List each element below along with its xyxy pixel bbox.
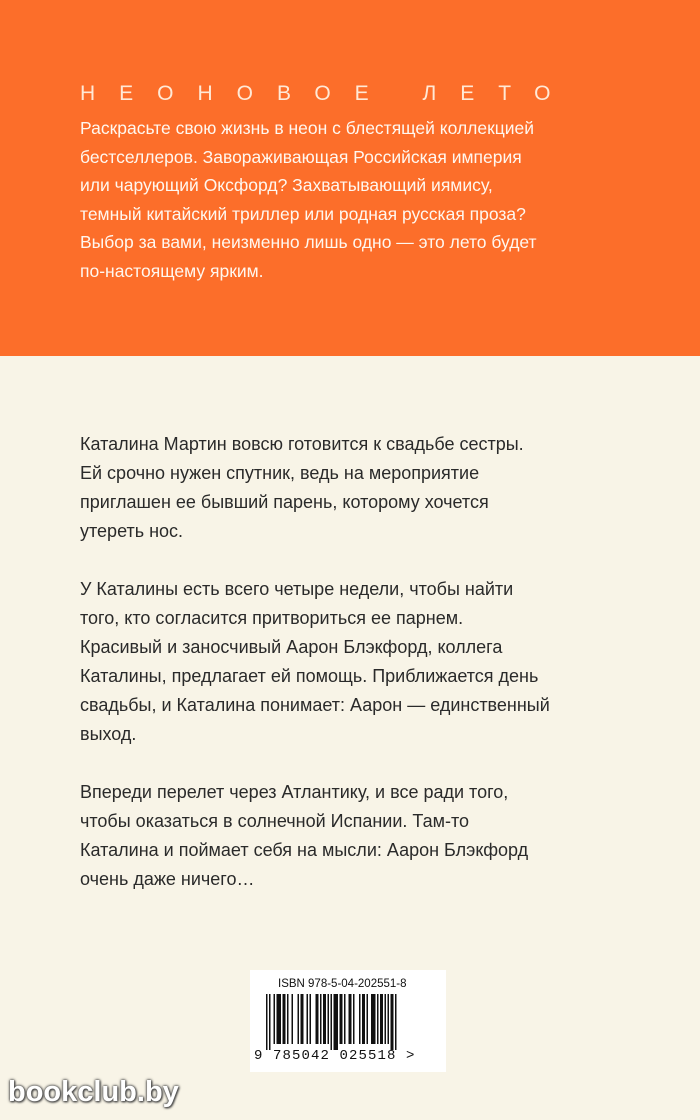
ean-digits: 9 785042 025518 > (254, 1048, 416, 1064)
series-description-line: или чарующий Оксфорд? Захватывающий иямису, (80, 175, 493, 196)
synopsis-line: Впереди перелет через Атлантику, и все ради того, (80, 782, 509, 802)
synopsis-line: Красивый и заносчивый Аарон Блэкфорд, коллега (80, 637, 503, 657)
synopsis-line: Каталины, предлагает ей помощь. Приближается день (80, 666, 539, 686)
watermark-logo: bookclub.by (8, 1076, 179, 1108)
synopsis-line: Каталина и поймает себя на мысли: Аарон Блэкфорд (80, 840, 529, 860)
series-description-line: Выбор за вами, неизменно лишь одно — это лето будет (80, 232, 537, 253)
synopsis-line: приглашен ее бывший парень, которому хочется (80, 492, 489, 512)
synopsis-line: выход. (80, 724, 137, 744)
synopsis-paragraph (80, 575, 660, 749)
series-description-line: темный китайский триллер или родная русская проза? (80, 203, 526, 224)
isbn-label: ISBN 978-5-04-202551-8 (278, 978, 407, 990)
series-description-line: бестселлеров. Завораживающая Российская империя (80, 146, 522, 167)
isbn-barcode (250, 970, 446, 1072)
series-banner (0, 0, 700, 356)
synopsis-line: утереть нос. (80, 521, 184, 541)
synopsis-paragraph (80, 430, 660, 546)
series-description-line: Раскрасьте свою жизнь в неон с блестящей коллекцией (80, 118, 535, 138)
synopsis-line: Каталина Мартин вовсю готовится к свадьбе сестры. (80, 434, 524, 454)
synopsis-line: того, кто согласится притвориться ее парнем. (80, 608, 464, 628)
synopsis-line: У Каталины есть всего четыре недели, чтобы найти (80, 579, 514, 599)
synopsis-line: чтобы оказаться в солнечной Испании. Там-то (80, 811, 469, 831)
series-description (80, 114, 660, 286)
synopsis-line: Ей срочно нужен спутник, ведь на мероприятие (80, 463, 480, 483)
synopsis-line: свадьбы, и Каталина понимает: Аарон — единственный (80, 695, 550, 715)
series-description-line: по-настоящему ярким. (80, 260, 264, 281)
book-synopsis (80, 430, 660, 923)
barcode-bars (266, 994, 432, 1050)
synopsis-line: очень даже ничего… (80, 869, 255, 889)
synopsis-paragraph (80, 778, 660, 894)
series-title: НЕОНОВОЕ ЛЕТО (80, 82, 575, 105)
